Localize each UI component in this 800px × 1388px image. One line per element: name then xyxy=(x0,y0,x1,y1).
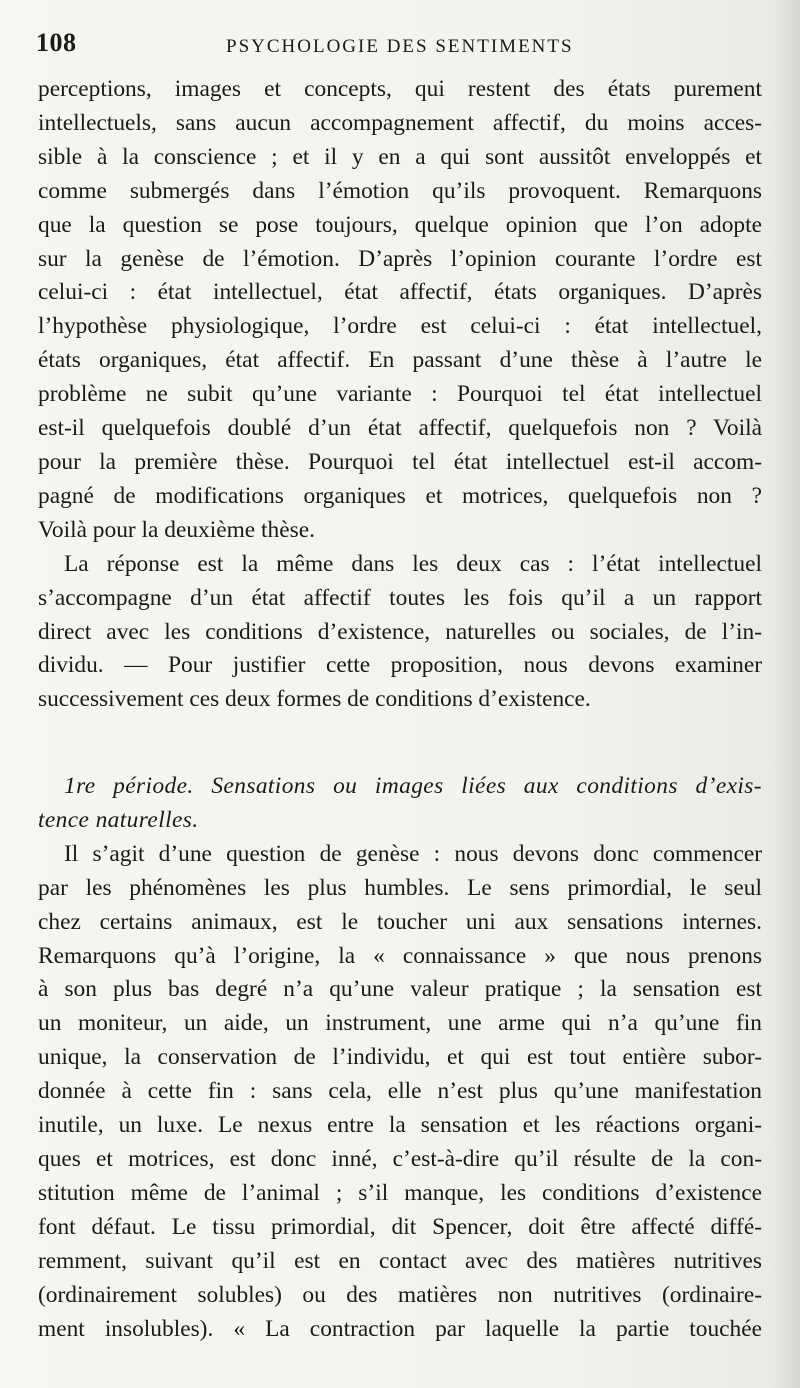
text-line: que la question se pose toujours, quelque opinion que l’on adopte xyxy=(38,211,762,238)
body-text-top xyxy=(38,73,762,717)
text-line: (ordinairement solubles) ou des matières non nutritives (ordinaire- xyxy=(38,1281,762,1308)
text-line: La réponse est la même dans les deux cas : l’état intellectuel xyxy=(64,550,762,577)
text-line: l’hypothèse physiologique, l’ordre est celui-ci : état intellectuel, xyxy=(38,313,762,340)
text-line: celui-ci : état intellectuel, état affectif, états organiques. D’après xyxy=(38,279,762,306)
text-line: sur la genèse de l’émotion. D’après l’opinion courante l’ordre est xyxy=(38,245,762,272)
text-line: pour la première thèse. Pourquoi tel état intellectuel est-il accom- xyxy=(38,448,762,475)
text-line: chez certains animaux, est le toucher uni aux sensations internes. xyxy=(38,908,762,935)
page-header xyxy=(36,28,764,68)
page-number: 108 xyxy=(36,28,77,57)
text-line: direct avec les conditions d’existence, naturelles ou sociales, de l’in- xyxy=(38,618,762,645)
text-line: intellectuels, sans aucun accompagnement affectif, du moins acces- xyxy=(38,109,762,136)
text-line: Il s’agit d’une question de genèse : nous devons donc commencer xyxy=(64,840,762,867)
text-line: à son plus bas degré n’a qu’une valeur pratique ; la sensation est xyxy=(38,976,762,1003)
text-line: Voilà pour la deuxième thèse. xyxy=(38,516,315,543)
text-line: inutile, un luxe. Le nexus entre la sensation et les réactions organi- xyxy=(38,1112,762,1139)
text-line: sible à la conscience ; et il y en a qui sont aussitôt enveloppés et xyxy=(38,143,762,170)
text-line: comme submergés dans l’émotion qu’ils provoquent. Remarquons xyxy=(38,177,762,204)
body-text-section xyxy=(38,770,762,1346)
text-line: pagné de modifications organiques et motrices, quelquefois non ? xyxy=(38,482,762,509)
text-line: s’accompagne d’un état affectif toutes les fois qu’il a un rapport xyxy=(38,584,762,611)
text-line: ment insolubles). « La contraction par laquelle la partie touchée xyxy=(38,1315,762,1342)
section-heading-line: 1re période. Sensations ou images liées aux conditions d’exis- xyxy=(64,773,762,799)
text-line: remment, suivant qu’il est en contact avec des matières nutritives xyxy=(38,1247,762,1274)
text-line: états organiques, état affectif. En passant d’une thèse à l’autre le xyxy=(38,347,762,374)
text-line: problème ne subit qu’une variante : Pourquoi tel état intellectuel xyxy=(38,381,762,408)
section-heading-line: tence naturelles. xyxy=(38,806,199,833)
running-title: PSYCHOLOGIE DES SENTIMENTS xyxy=(226,36,574,57)
text-line: par les phénomènes les plus humbles. Le sens primordial, le seul xyxy=(38,874,762,901)
text-line: stitution même de l’animal ; s’il manque, les conditions d’existence xyxy=(38,1179,762,1206)
text-line: donnée à cette fin : sans cela, elle n’est plus qu’une manifestation xyxy=(38,1078,762,1105)
text-line: perceptions, images et concepts, qui restent des états purement xyxy=(38,76,762,102)
text-line: successivement ces deux formes de conditions d’existence. xyxy=(38,686,591,713)
text-line: Remarquons qu’à l’origine, la « connaissance » que nous prenons xyxy=(38,942,762,969)
text-line: un moniteur, un aide, un instrument, une arme qui n’a qu’une fin xyxy=(38,1010,762,1037)
text-line: font défaut. Le tissu primordial, dit Spencer, doit être affecté diffé- xyxy=(38,1213,762,1240)
text-line: dividu. — Pour justifier cette proposition, nous devons examiner xyxy=(38,652,762,679)
text-line: est-il quelquefois doublé d’un état affectif, quelquefois non ? Voilà xyxy=(38,415,762,442)
page-edge-shadow xyxy=(772,0,800,1388)
text-line: unique, la conservation de l’individu, et qui est tout entière subor- xyxy=(38,1044,762,1071)
text-line: ques et motrices, est donc inné, c’est-à-dire qu’il résulte de la con- xyxy=(38,1145,762,1172)
